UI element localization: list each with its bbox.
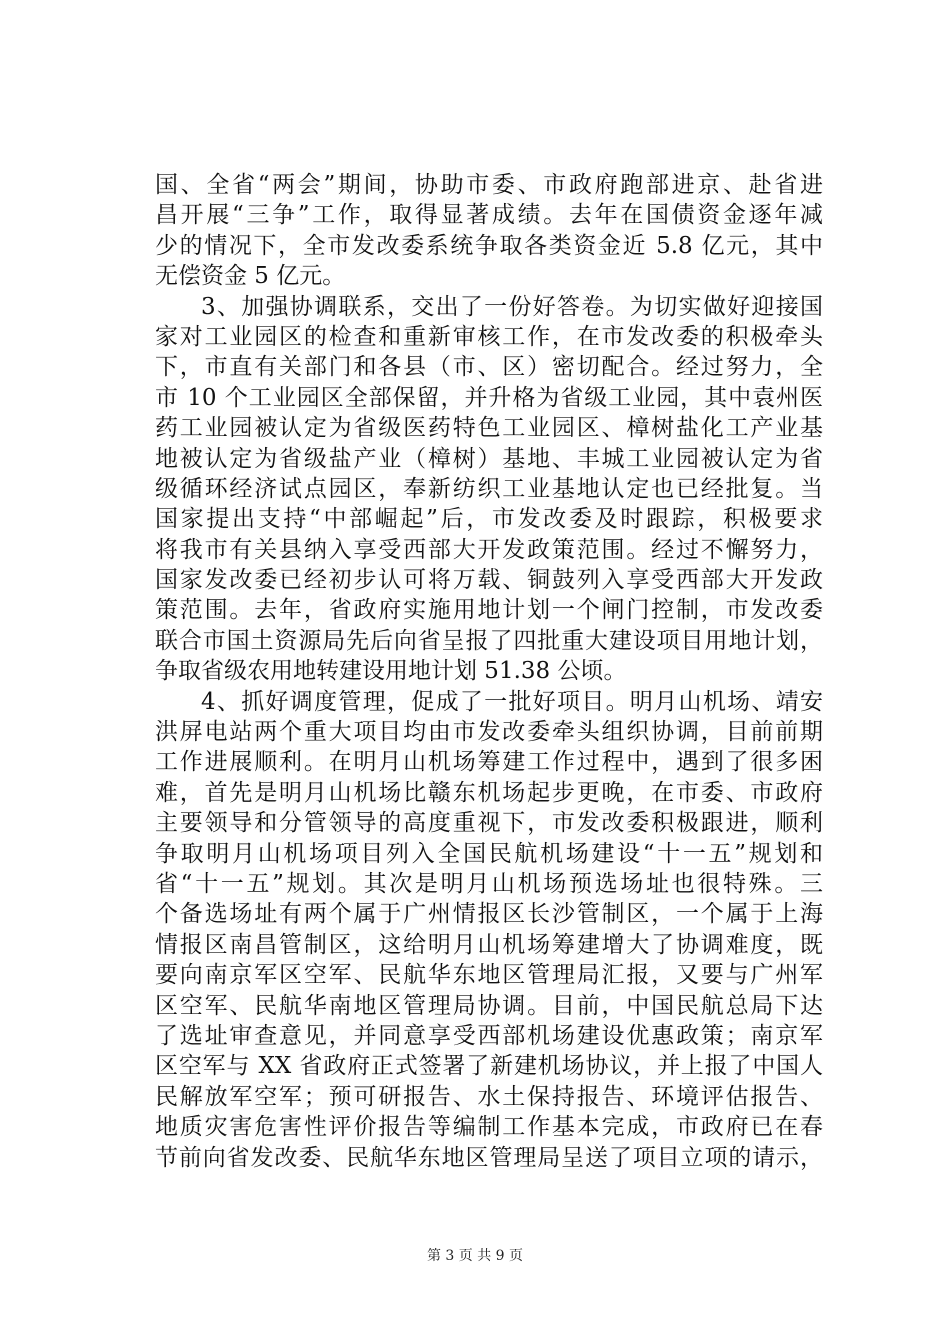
text-line: 市 10 个工业园区全部保留，并升格为省级工业园，其中袁州医 [155,384,823,411]
text-line: 要向南京军区空军、民航华东地区管理局汇报，又要与广州军 [155,962,823,989]
text-line: 昌开展“三争”工作，取得显著成绩。去年在国债资金逐年减 [155,202,823,229]
text-line: 节前向省发改委、民航华东地区管理局呈送了项目立项的请示， [155,1144,823,1171]
text-line: 争取省级农用地转建设用地计划 51.38 公顷。 [155,658,627,685]
text-line: 国家发改委已经初步认可将万载、铜鼓列入享受西部大开发政 [155,567,823,594]
text-line: 争取明月山机场项目列入全国民航机场建设“十一五”规划和 [155,840,823,867]
text-line: 情报区南昌管制区，这给明月山机场筹建增大了协调难度，既 [155,931,823,958]
text-line: 洪屏电站两个重大项目均由市发改委牵头组织协调，目前前期 [155,719,823,746]
text-line: 民解放军空军；预可研报告、水土保持报告、环境评估报告、 [155,1083,823,1110]
text-line: 个备选场址有两个属于广州情报区长沙管制区，一个属于上海 [155,901,823,928]
text-line: 地质灾害危害性评价报告等编制工作基本完成，市政府已在春 [155,1114,823,1141]
text-line: 国家提出支持“中部崛起”后，市发改委及时跟踪，积极要求 [155,506,823,533]
text-line: 难，首先是明月山机场比赣东机场起步更晚，在市委、市政府 [155,779,823,806]
text-line: 主要领导和分管领导的高度重视下，市发改委积极跟进，顺利 [155,810,823,837]
text-line: 了选址审查意见，并同意享受西部机场建设优惠政策；南京军 [155,1022,823,1049]
text-line: 级循环经济试点园区，奉新纺织工业基地认定也已经批复。当 [155,475,823,502]
text-line: 无偿资金 5 亿元。 [155,263,346,290]
text-line: 区空军、民航华南地区管理局协调。目前，中国民航总局下达 [155,992,823,1019]
body-text [155,170,823,1173]
text-line: 省“十一五”规划。其次是明月山机场预选场址也很特殊。三 [155,870,823,897]
text-line: 工作进展顺利。在明月山机场筹建工作过程中，遇到了很多困 [155,749,823,776]
text-line: 策范围。去年，省政府实施用地计划一个闸门控制，市发改委 [155,597,823,624]
page-number-footer: 第 3 页 共 9 页 [426,1248,524,1264]
text-line: 将我市有关县纳入享受西部大开发政策范围。经过不懈努力， [155,536,823,563]
text-line: 药工业园被认定为省级医药特色工业园区、樟树盐化工产业基 [155,415,823,442]
text-line: 区空军与 XX 省政府正式签署了新建机场协议，并上报了中国人 [155,1053,823,1080]
text-line: 地被认定为省级盐产业（樟树）基地、丰城工业园被认定为省 [155,445,823,472]
text-line: 少的情况下，全市发改委系统争取各类资金近 5.8 亿元，其中 [155,232,823,259]
text-line: 家对工业园区的检查和重新审核工作，在市发改委的积极牵头 [155,323,823,350]
text-line: 下，市直有关部门和各县（市、区）密切配合。经过努力，全 [155,354,823,381]
text-line: 国、全省“两会”期间，协助市委、市政府跑部进京、赴省进 [155,172,823,198]
paragraph-start-line: 3、加强协调联系，交出了一份好答卷。为切实做好迎接国 [201,293,823,320]
paragraph-start-line: 4、抓好调度管理，促成了一批好项目。明月山机场、靖安 [201,688,823,715]
text-line: 联合市国土资源局先后向省呈报了四批重大建设项目用地计划， [155,627,823,654]
